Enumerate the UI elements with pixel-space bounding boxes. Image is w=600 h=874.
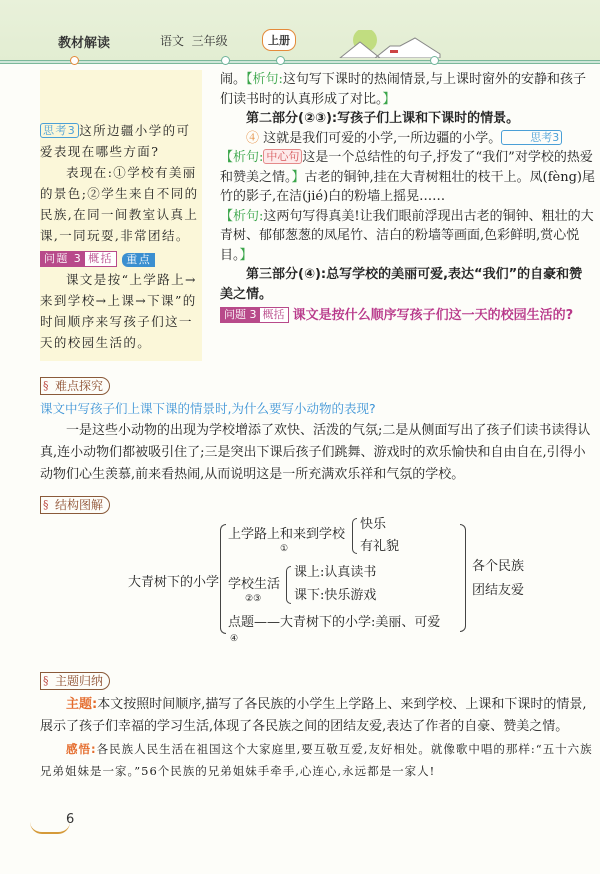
diagram-root: 大青树下的小学 bbox=[128, 575, 220, 590]
analysis-text: 这句写下课时的热闹情景,与上课时窗外的安静和孩子们读书时的认真形成了对比。 bbox=[220, 72, 587, 107]
structure-section bbox=[40, 494, 595, 662]
grade: 三年级 bbox=[191, 34, 228, 48]
question-3-answer: 课文是按“上学路上→来到学校→上课→下课”的时间顺序来写孩子们这一天的校园生活的。 bbox=[40, 272, 197, 350]
para-ref: ④ bbox=[230, 634, 239, 644]
brace bbox=[286, 566, 291, 604]
subject-grade bbox=[160, 32, 228, 49]
para-ref: ① bbox=[280, 544, 289, 554]
para-ref: ②③ bbox=[245, 594, 262, 604]
diagram-summary: 各个民族 bbox=[472, 559, 525, 574]
section-title: § 主题归纳 bbox=[40, 672, 110, 690]
paragraph-4-cont: 古老的铜钟,挂在大青树粗壮的枝干上。凤(fèng)尾竹的影子,在洁(jié)白的粉墙上摇晃…… bbox=[220, 169, 596, 204]
question-3-tag: 问题 3 概括 bbox=[40, 251, 117, 267]
header-dot bbox=[430, 56, 439, 65]
analysis-label: 【析句: bbox=[246, 72, 283, 87]
bracket: 】 bbox=[239, 247, 253, 263]
volume-badge: 上册 bbox=[262, 29, 296, 51]
page-header bbox=[0, 0, 600, 62]
key-point-tag: 重点 bbox=[122, 253, 155, 267]
bracket: 】 bbox=[291, 169, 305, 185]
header-divider bbox=[0, 60, 600, 64]
page-body bbox=[40, 70, 595, 782]
page-number: 6 bbox=[66, 812, 75, 827]
part-2-heading: 第二部分(②③):写孩子们上课和下课时的情景。 bbox=[246, 111, 520, 126]
part-3-heading: 第三部分(④):总写学校的美丽可爱,表达“我们”的自豪和赞美之情。 bbox=[220, 267, 583, 302]
theme-label: 主题: bbox=[66, 697, 98, 712]
diagram-summary: 团结友爱 bbox=[472, 583, 525, 598]
analysis-text: 这两句写得真美!让我们眼前浮现出古老的铜钟、粗壮的大青树、郁郁葱葱的凤尾竹、洁白的粉墙等画面,色彩鲜明,赏心悦目。 bbox=[220, 208, 594, 263]
brace bbox=[460, 524, 466, 632]
theme-section bbox=[40, 670, 595, 782]
brace bbox=[352, 518, 357, 554]
difficulty-answer: 一是这些小动物的出现为学校增添了欢快、活泼的气氛;二是从侧面写出了孩子们读书读得认真,连小动物们都被吸引住了;三是突出下课后孩子们跳舞、游戏时的欢乐愉快和自由自在,引得小动物们心生羡慕,前来看热闹,从而说明这是一所充满欢乐祥和气氛的学校。 bbox=[40, 423, 591, 482]
header-dot bbox=[276, 56, 285, 65]
think-question: 这所边疆小学的可爱表现在哪些方面? bbox=[40, 123, 191, 159]
section-title: § 难点探究 bbox=[40, 377, 110, 395]
diagram-leaf: 课上:认真读书 bbox=[294, 565, 377, 580]
page-ornament bbox=[30, 822, 70, 834]
analysis-text: 这是一个总结性的句子,抒发了“我们”对学校的热爱和赞美之情。 bbox=[220, 150, 593, 185]
theme-text: 本文按照时间顺序,描写了各民族的小学生上学路上、来到学校、上课和下课时的情景,展示了孩子们幸福的学习生活,体现了各民族之间的团结友爱,表达了作者的自豪、赞美之情。 bbox=[40, 697, 587, 734]
question-3-tag: 问题 3 概括 bbox=[220, 307, 289, 323]
para-number: ④ bbox=[246, 130, 260, 146]
section-title: § 结构图解 bbox=[40, 496, 110, 514]
think-tag: 思考3 bbox=[501, 130, 562, 145]
center-sentence-tag: 中心句 bbox=[263, 149, 302, 164]
difficulty-section bbox=[40, 375, 595, 486]
analysis-label: 【析句: bbox=[220, 208, 264, 224]
bracket: 】 bbox=[382, 91, 396, 107]
book-title: 教材解读 bbox=[58, 36, 111, 51]
diagram-branch: 点题——大青树下的小学:美丽、可爱 bbox=[228, 615, 441, 630]
structure-diagram bbox=[40, 514, 595, 662]
feeling-label: 感悟: bbox=[66, 742, 97, 756]
brace bbox=[220, 524, 226, 634]
house-tree-illustration bbox=[330, 30, 460, 58]
think-answer: 表现在:①学校有美丽的景色;②学生来自不同的民族,在同一间教室认真上课,一同玩耍,非常团结。 bbox=[40, 165, 199, 243]
question-3-text: 课文是按什么顺序写孩子们这一天的校园生活的? bbox=[292, 308, 574, 323]
side-notes bbox=[40, 70, 202, 361]
diagram-leaf: 课下:快乐游戏 bbox=[294, 588, 377, 603]
difficulty-question: 课文中写孩子们上课下课的情景时,为什么要写小动物的表现? bbox=[40, 401, 376, 416]
analysis-label: 【析句: bbox=[220, 150, 264, 165]
diagram-branch: 上学路上和来到学校 bbox=[228, 527, 346, 542]
diagram-leaf: 快乐 bbox=[360, 517, 387, 532]
header-dot bbox=[70, 56, 79, 65]
diagram-leaf: 有礼貌 bbox=[360, 539, 400, 554]
think-tag: 思考3 bbox=[40, 123, 79, 138]
diagram-branch: 学校生活 bbox=[228, 577, 281, 592]
subject: 语文 bbox=[160, 34, 185, 48]
text: 闹。 bbox=[220, 72, 247, 87]
paragraph-4: 这就是我们可爱的小学,一所边疆的小学。 bbox=[263, 130, 502, 146]
main-text bbox=[220, 70, 595, 326]
top-columns bbox=[40, 70, 595, 361]
feeling-text: 各民族人民生活在祖国这个大家庭里,要互敬互爱,友好相处。就像歌中唱的那样:“五十六族兄弟姐妹是一家。”56个民族的兄弟姐妹手牵手,心连心,永远都是一家人! bbox=[40, 742, 593, 778]
header-dot bbox=[221, 56, 230, 65]
